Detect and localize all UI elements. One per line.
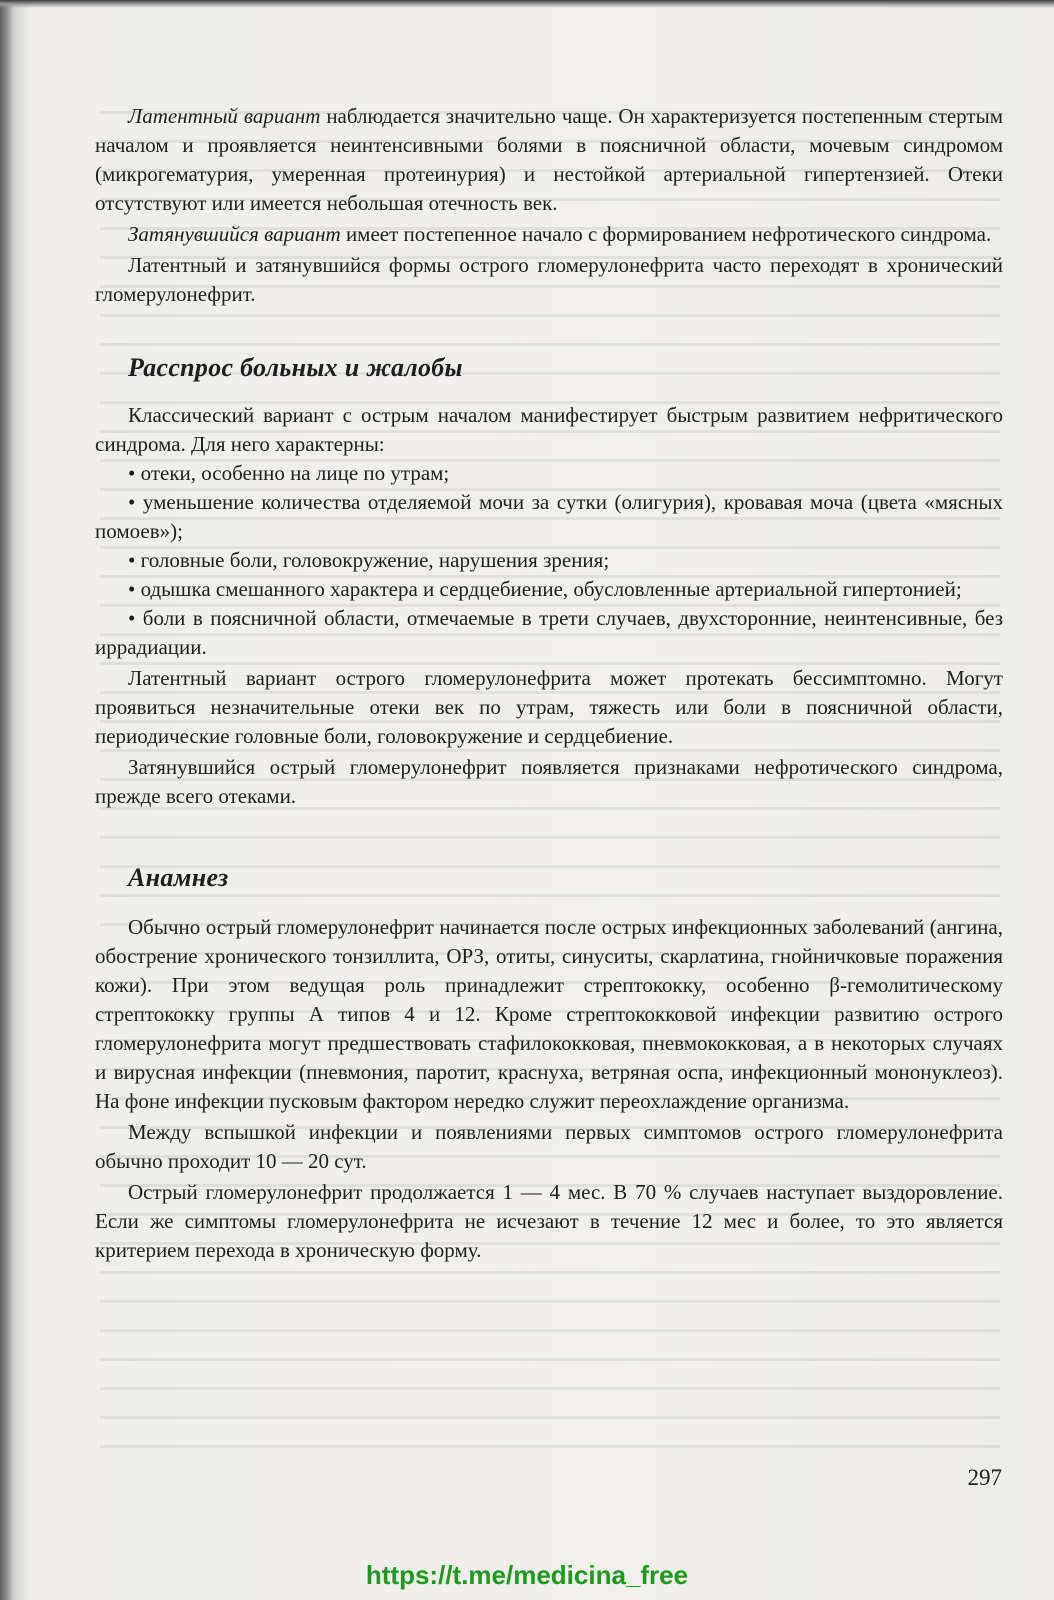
paragraph-transition-chronic: Латентный и затянувшийся формы острого гломерулонефрита часто переходят в хронический гломерулонефрит.: [95, 253, 1003, 306]
paragraph-anamnesis-interval: Между вспышкой инфекции и появлениями первых симптомов острого гломерулонефрита обычно проходит 10 — 20 сут.: [95, 1120, 1003, 1173]
paragraph-anamnesis-infections: Обычно острый гломерулонефрит начинается после острых инфекционных заболеваний (ангина, обострение хронического тонзиллита, ОРЗ, отиты, синуситы, скарлатина, гнойничковые поражения кожи). При этом ведущая роль принадлежит стрептококку, особенно β-гемолитическому стрептококку группы А типов 4 и 12. Кроме стрептококковой инфекции развитию острого гломерулонефрита могут предшествовать стафилококковая, пневмококковая, а в некоторых случаях и вирусная инфекции (пневмония, паротит, краснуха, ветряная оспа, инфекционный мононуклеоз). На фоне инфекции пусковым фактором нередко служит переохлаждение организма.: [95, 915, 1003, 1113]
watermark-link[interactable]: https://t.me/medicina_free: [365, 1560, 689, 1590]
paragraph-latent-asymptomatic: Латентный вариант острого гломерулонефрита может протекать бессимптомно. Могут проявиться незначительные отеки век по утрам, тяжесть или боли в поясничной области, периодические головные боли, головокружение и сердцебиение.: [95, 666, 1003, 748]
paragraph-complaints-intro: Классический вариант с острым началом манифестирует быстрым развитием нефритического синдрома. Для него характерны:: [95, 403, 1003, 456]
section-heading-complaints: Расспрос больных и жалобы: [128, 353, 463, 382]
paragraph-anamnesis-duration: Острый гломерулонефрит продолжается 1 — 4 мес. В 70 % случаев наступает выздоровление. Если же симптомы гломерулонефрита не исчезают в течение 12 мес и более, то это является критерием перехода в хроническую форму.: [95, 1180, 1003, 1262]
page-top-edge: [0, 0, 1054, 8]
paragraph-prolonged-nephrotic: Затянувшийся острый гломерулонефрит появляется признаками нефротического синдрома, прежде всего отеками.: [95, 755, 1003, 808]
bullet-item: • уменьшение количества отделяемой мочи за сутки (олигурия), кровавая моча (цвета «мясных помоев»);: [95, 490, 1003, 543]
bullet-item: • одышка смешанного характера и сердцебиение, обусловленные артериальной гипертонией;: [128, 577, 962, 601]
paragraph-prolonged-variant: Затянувшийся вариант имеет постепенное начало с формированием нефротического синдрома.: [128, 222, 992, 246]
section-heading-anamnesis: Анамнез: [128, 863, 229, 892]
bullet-item: • отеки, особенно на лице по утрам;: [128, 461, 450, 485]
paragraph-latent-variant: Латентный вариант наблюдается значительно чаще. Он характеризуется постепенным стертым началом и проявляется неинтенсивными болями в поясничной области, мочевым синдромом (микрогематурия, умеренная протеинурия) и нестойкой артериальной гипертензией. Отеки отсутствуют или имеется небольшая отечность век.: [95, 104, 1003, 215]
page-content: [95, 102, 1003, 1265]
page-number: 297: [967, 1465, 1002, 1490]
bullet-item: • головные боли, головокружение, нарушения зрения;: [128, 548, 610, 572]
bullet-item: • боли в поясничной области, отмечаемые в трети случаев, двухсторонние, неинтенсивные, без иррадиации.: [95, 606, 1003, 659]
